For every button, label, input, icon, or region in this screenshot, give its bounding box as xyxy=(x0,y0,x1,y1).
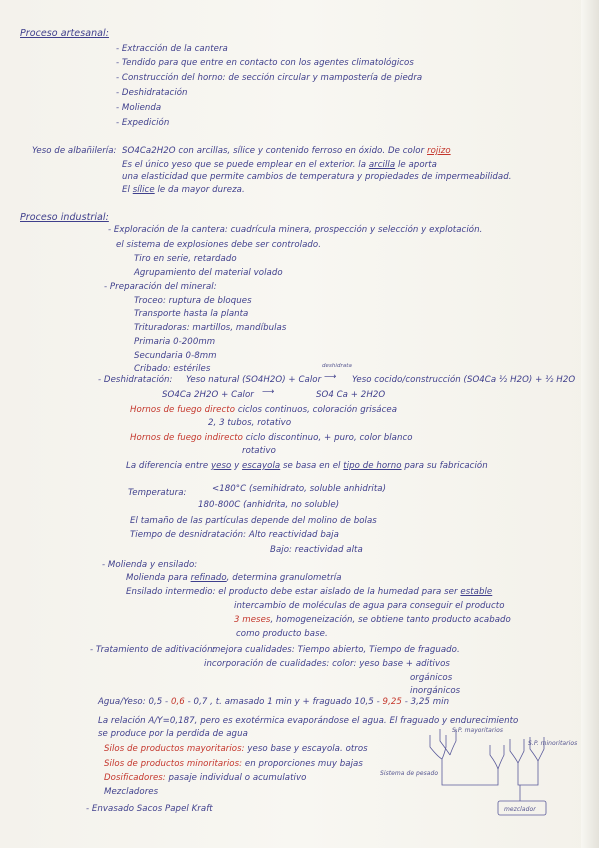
diagram-label: S.P. minoritarios xyxy=(528,740,578,747)
page-edge-shadow xyxy=(581,0,599,848)
deshidratacion-eq: SO4Ca 2H2O + Calor xyxy=(162,390,254,400)
silo-shape xyxy=(490,745,498,769)
artesanal-title: Proceso artesanal: xyxy=(20,28,109,39)
diferencia-text: para su fabricación xyxy=(404,461,488,471)
ensilado-line: como producto base. xyxy=(236,629,328,639)
relacion-line: La relación A/Y=0,187, pero es exotérmica evaporándose el agua. El fraguado y endurecimiento xyxy=(98,716,519,726)
hornos-indirecto-sub: rotativo xyxy=(242,446,276,456)
deshidratacion-eq: Yeso cocido/construcción (SO4Ca ½ H2O) + ½ H2O xyxy=(352,375,576,385)
deshidratacion-eq: SO4 Ca + 2H2O xyxy=(316,390,386,400)
temperatura-value: <180°C (semihidrato, soluble anhidrita) xyxy=(212,484,386,494)
yeso-text: Es el único yeso que se puede emplear en el exterior. la xyxy=(122,160,367,170)
refinado-word: refinado xyxy=(190,573,227,583)
temperatura-label: Temperatura: xyxy=(128,488,187,498)
diagram-label: Sistema de pesado xyxy=(380,770,439,777)
silos-minoritarios-text: en proporciones muy bajas xyxy=(244,759,363,769)
tratamiento-line: inorgánicos xyxy=(410,686,461,696)
silice-word: sílice xyxy=(132,185,155,195)
silos-minoritarios-label: Silos de productos minoritarios: xyxy=(104,759,243,769)
silo-shape xyxy=(518,739,524,763)
exploracion-line: el sistema de explosiones debe ser controlado. xyxy=(116,240,322,250)
hornos-directo-text: ciclos continuos, coloración grisácea xyxy=(237,405,398,415)
silos-minoritarios-line xyxy=(104,759,363,770)
silo-shape xyxy=(510,739,518,763)
yeso-albanileria-line: una elasticidad que permite cambios de temperatura y propiedades de impermeabilidad. xyxy=(122,172,512,182)
exploracion-line: - Exploración de la cantera: cuadrícula minera, prospección y selección y explotación. xyxy=(108,225,483,235)
relacion-line: se produce por la perdida de agua xyxy=(98,729,248,739)
ensilado-text: , homogeneización, se obtiene tanto producto acabado xyxy=(270,615,511,625)
arcilla-word: arcilla xyxy=(368,160,396,170)
deshidrata-annotation: deshidrata xyxy=(322,363,352,369)
dosificadores-text: pasaje individual o acumulativo xyxy=(168,773,307,783)
yeso-albanileria-label: Yeso de albañilería: xyxy=(32,146,117,156)
artesanal-item: - Deshidratación xyxy=(116,88,188,98)
diferencia-line xyxy=(126,461,488,472)
silos-mayoritarios-label: Silos de productos mayoritarios: xyxy=(104,744,245,754)
yeso-albanileria-line xyxy=(122,185,245,196)
estable-word: estable xyxy=(460,587,493,597)
silos-mayoritarios-text: yeso base y escayola. otros xyxy=(247,744,368,754)
artesanal-item: - Construcción del horno: de sección circular y mampostería de piedra xyxy=(116,73,423,83)
yeso-albanileria-line xyxy=(122,160,437,171)
mezcladores-line: Mezcladores xyxy=(104,787,159,797)
tres-meses: 3 meses xyxy=(234,615,271,625)
agua-text: - 3,25 min xyxy=(404,697,450,707)
preparacion-item: Transporte hasta la planta xyxy=(134,309,249,319)
agua-red-value: 0,6 xyxy=(171,697,185,707)
artesanal-item: - Tendido para que entre en contacto con los agentes climatológicos xyxy=(116,58,414,68)
hornos-directo-sub: 2, 3 tubos, rotativo xyxy=(208,418,292,428)
yeso-formula-text: SO4Ca2H2O con arcillas, sílice y contenido ferroso en óxido. De color xyxy=(122,146,425,156)
dosificadores-line xyxy=(104,773,306,784)
tiempo-line: Tiempo de desnidratación: Alto reactividad baja xyxy=(130,530,339,540)
hornos-indirecto-label: Hornos de fuego indirecto xyxy=(130,433,243,443)
ensilado-text: Ensilado intermedio: el producto debe estar aislado de la humedad para ser xyxy=(126,587,458,597)
envasado-line: - Envasado Sacos Papel Kraft xyxy=(86,804,213,814)
dosificadores-label: Dosificadores: xyxy=(104,773,166,783)
yeso-word: yeso xyxy=(211,461,232,471)
deshidratacion-eq: Yeso natural (SO4H2O) + Calor xyxy=(186,375,322,385)
tratamiento-line: mejora cualidades: Tiempo abierto, Tiempo de fraguado. xyxy=(212,645,460,655)
preparacion-item: Cribado: estériles xyxy=(134,364,211,374)
hornos-directo xyxy=(130,405,397,416)
preparacion-item: Primaria 0-200mm xyxy=(134,337,216,347)
molienda-text: , determina granulometría xyxy=(226,573,342,583)
tipo-horno-word: tipo de horno xyxy=(343,461,402,471)
agua-yeso-line xyxy=(98,697,449,708)
ensilado-line: intercambio de moléculas de agua para conseguir el producto xyxy=(234,601,505,611)
arrow-icon: ⟶ xyxy=(324,372,337,382)
yeso-text: El xyxy=(122,185,130,195)
tratamiento-line: orgánicos xyxy=(410,673,453,683)
yeso-text: le da mayor dureza. xyxy=(157,185,245,195)
preparacion-item: Secundaria 0-8mm xyxy=(134,351,217,361)
diferencia-text: se basa en el xyxy=(283,461,341,471)
ensilado-line xyxy=(126,587,492,598)
hornos-directo-label: Hornos de fuego directo xyxy=(130,405,236,415)
agua-red-value: 9,25 xyxy=(382,697,402,707)
yeso-albanileria-line xyxy=(122,146,451,157)
agua-text: Agua/Yeso: 0,5 - xyxy=(98,697,169,707)
deshidratacion-label: - Deshidratación: xyxy=(98,375,173,385)
conveyor-line xyxy=(442,769,498,785)
tamano-line: El tamaño de las partículas depende del molino de bolas xyxy=(130,516,377,526)
agua-text: - 0,7 , t. amasado 1 min y + fraguado 10,5 - xyxy=(187,697,380,707)
agrupamiento-line: Agrupamiento del material volado xyxy=(134,268,283,278)
escayola-word: escayola xyxy=(242,461,281,471)
hornos-indirecto xyxy=(130,433,413,444)
arrow-icon: ⟶ xyxy=(262,387,275,397)
preparacion-item: Trituradoras: martillos, mandíbulas xyxy=(134,323,287,333)
hornos-indirecto-text: ciclo discontinuo, + puro, color blanco xyxy=(245,433,413,443)
silo-shape xyxy=(498,745,504,769)
diferencia-text: La diferencia entre xyxy=(126,461,209,471)
tiempo-bajo-line: Bajo: reactividad alta xyxy=(270,545,363,555)
diferencia-text: y xyxy=(234,461,240,471)
artesanal-item: - Extracción de la cantera xyxy=(116,44,228,54)
molienda-text: Molienda para xyxy=(126,573,188,583)
silos-mayoritarios-line xyxy=(104,744,368,755)
conveyor-line xyxy=(518,761,538,785)
temperatura-value: 180-800C (anhidrita, no soluble) xyxy=(198,500,340,510)
diagram-label: S.P. mayoritarios xyxy=(452,727,504,734)
artesanal-item: - Expedición xyxy=(116,118,170,128)
molienda-line xyxy=(126,573,342,584)
artesanal-item: - Molienda xyxy=(116,103,162,113)
tiro-line: Tiro en serie, retardado xyxy=(134,254,237,264)
color-rojizo: rojizo xyxy=(427,146,451,156)
diagram-label: mezclador xyxy=(504,806,536,813)
ensilado-line xyxy=(234,615,511,626)
preparacion-item: Troceo: ruptura de bloques xyxy=(134,296,252,306)
industrial-title: Proceso industrial: xyxy=(20,212,109,223)
preparacion-title: - Preparación del mineral: xyxy=(104,282,217,292)
tratamiento-line: incorporación de cualidades: color: yeso base + aditivos xyxy=(204,659,450,669)
tratamiento-label: - Tratamiento de aditivación: xyxy=(90,645,216,655)
molienda-title: - Molienda y ensilado: xyxy=(102,560,198,570)
yeso-text: le aporta xyxy=(397,160,437,170)
